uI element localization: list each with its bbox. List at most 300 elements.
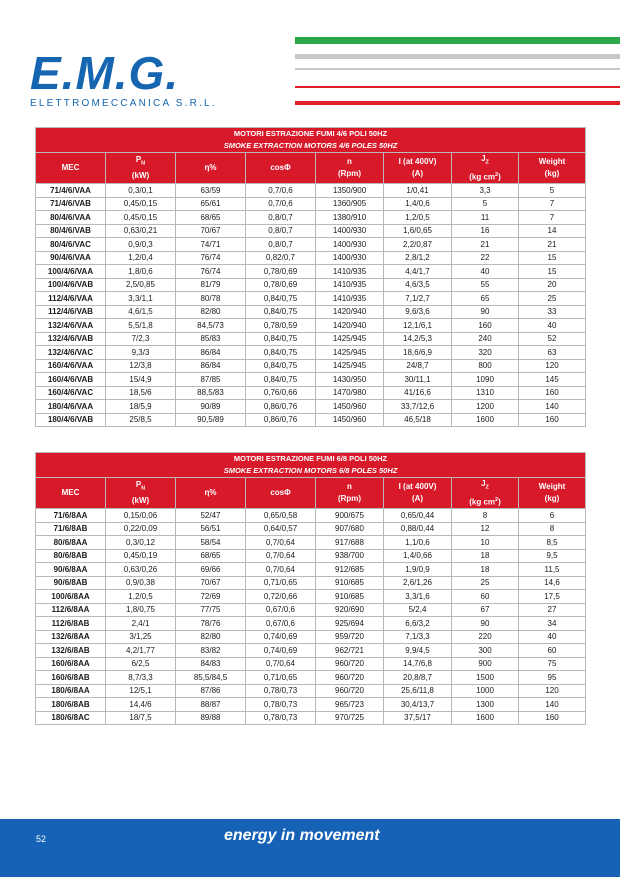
cell-mec: 160/6/8AA bbox=[36, 657, 106, 671]
cell-efficiency: 52/47 bbox=[176, 509, 246, 523]
cell-mec: 112/6/8AA bbox=[36, 603, 106, 617]
cell-speed: 1350/900 bbox=[316, 184, 384, 198]
cell-power: 0,15/0,06 bbox=[106, 509, 176, 523]
cell-inertia: 60 bbox=[452, 590, 519, 604]
cell-power: 1,8/0,75 bbox=[106, 603, 176, 617]
cell-power: 1,8/0,6 bbox=[106, 265, 176, 279]
cell-current: 1,6/0,65 bbox=[384, 224, 452, 238]
cell-mec: 80/4/6/VAC bbox=[36, 238, 106, 252]
table-row bbox=[36, 509, 586, 523]
cell-efficiency: 86/84 bbox=[176, 359, 246, 373]
cell-cos-phi: 0,82/0,7 bbox=[246, 251, 316, 265]
table-row bbox=[36, 657, 586, 671]
cell-current: 37,5/17 bbox=[384, 711, 452, 725]
col-header-current: I (at 400V) (A) bbox=[384, 153, 452, 184]
cell-inertia: 1600 bbox=[452, 711, 519, 725]
cell-current: 7,1/2,7 bbox=[384, 292, 452, 306]
cell-mec: 80/6/8AB bbox=[36, 549, 106, 563]
cell-power: 0,45/0,15 bbox=[106, 211, 176, 225]
table-row bbox=[36, 522, 586, 536]
col-header-inertia: $J_Z$ (kg $cm^2$) bbox=[452, 153, 519, 184]
cell-mec: 71/4/6/VAB bbox=[36, 197, 106, 211]
cell-weight: 21 bbox=[519, 238, 586, 252]
cell-weight: 120 bbox=[519, 684, 586, 698]
footer-bar bbox=[0, 819, 620, 877]
cell-current: 9,6/3,6 bbox=[384, 305, 452, 319]
cell-cos-phi: 0,74/0,69 bbox=[246, 644, 316, 658]
table-row bbox=[36, 698, 586, 712]
cell-inertia: 55 bbox=[452, 278, 519, 292]
cell-power: 12/3,8 bbox=[106, 359, 176, 373]
cell-inertia: 1500 bbox=[452, 671, 519, 685]
cell-weight: 14,6 bbox=[519, 576, 586, 590]
cell-cos-phi: 0,78/0,73 bbox=[246, 698, 316, 712]
page-number: 52 bbox=[36, 834, 47, 844]
cell-mec: 132/4/6/VAC bbox=[36, 346, 106, 360]
cell-efficiency: 90,5/89 bbox=[176, 413, 246, 427]
cell-speed: 1400/930 bbox=[316, 224, 384, 238]
col-header-mec: MEC bbox=[36, 153, 106, 184]
cell-efficiency: 85,5/84,5 bbox=[176, 671, 246, 685]
cell-speed: 962/721 bbox=[316, 644, 384, 658]
cell-current: 3,3/1,6 bbox=[384, 590, 452, 604]
company-logo bbox=[30, 47, 217, 109]
decorative-stripe-gray-thin bbox=[295, 68, 620, 70]
decorative-stripe-gray bbox=[295, 54, 620, 59]
col-header-efficiency: η% bbox=[176, 478, 246, 509]
cell-inertia: 18 bbox=[452, 563, 519, 577]
cell-cos-phi: 0,7/0,64 bbox=[246, 563, 316, 577]
cell-current: 30,4/13,7 bbox=[384, 698, 452, 712]
cell-efficiency: 68/65 bbox=[176, 549, 246, 563]
cell-power: 0,63/0,21 bbox=[106, 224, 176, 238]
cell-cos-phi: 0,67/0,6 bbox=[246, 617, 316, 631]
cell-efficiency: 82/80 bbox=[176, 630, 246, 644]
cell-mec: 90/6/8AA bbox=[36, 563, 106, 577]
cell-speed: 917/688 bbox=[316, 536, 384, 550]
cell-mec: 160/4/6/VAB bbox=[36, 373, 106, 387]
cell-mec: 160/6/8AB bbox=[36, 671, 106, 685]
col-header-weight: Weight (kg) bbox=[519, 478, 586, 509]
cell-inertia: 3,3 bbox=[452, 184, 519, 198]
cell-cos-phi: 0,84/0,75 bbox=[246, 292, 316, 306]
cell-inertia: 300 bbox=[452, 644, 519, 658]
cell-current: 1,1/0,6 bbox=[384, 536, 452, 550]
cell-mec: 71/6/8AA bbox=[36, 509, 106, 523]
cell-current: 14,7/6,8 bbox=[384, 657, 452, 671]
table-title-it: MOTORI ESTRAZIONE FUMI 4/6 POLI 50HZ bbox=[233, 129, 388, 138]
cell-current: 6,6/3,2 bbox=[384, 617, 452, 631]
cell-power: 0,9/0,3 bbox=[106, 238, 176, 252]
spec-table-6-8-poles bbox=[35, 452, 586, 725]
cell-speed: 1380/910 bbox=[316, 211, 384, 225]
cell-mec: 90/6/8AB bbox=[36, 576, 106, 590]
cell-inertia: 18 bbox=[452, 549, 519, 563]
cell-weight: 160 bbox=[519, 413, 586, 427]
cell-efficiency: 58/54 bbox=[176, 536, 246, 550]
cell-mec: 132/6/8AA bbox=[36, 630, 106, 644]
cell-current: 0,65/0,44 bbox=[384, 509, 452, 523]
table-row bbox=[36, 211, 586, 225]
cell-power: 3/1,25 bbox=[106, 630, 176, 644]
cell-power: 2,4/1 bbox=[106, 617, 176, 631]
cell-mec: 160/4/6/VAA bbox=[36, 359, 106, 373]
cell-inertia: 1000 bbox=[452, 684, 519, 698]
cell-power: 25/8,5 bbox=[106, 413, 176, 427]
cell-mec: 80/4/6/VAB bbox=[36, 224, 106, 238]
cell-power: 14,4/6 bbox=[106, 698, 176, 712]
cell-cos-phi: 0,71/0,65 bbox=[246, 576, 316, 590]
cell-mec: 112/4/6/VAB bbox=[36, 305, 106, 319]
table-row bbox=[36, 711, 586, 725]
cell-mec: 132/4/6/VAA bbox=[36, 319, 106, 333]
cell-cos-phi: 0,86/0,76 bbox=[246, 413, 316, 427]
cell-cos-phi: 0,8/0,7 bbox=[246, 224, 316, 238]
cell-power: 0,45/0,15 bbox=[106, 197, 176, 211]
table-row bbox=[36, 278, 586, 292]
cell-current: 1,4/0,66 bbox=[384, 549, 452, 563]
cell-weight: 60 bbox=[519, 644, 586, 658]
cell-speed: 1400/930 bbox=[316, 238, 384, 252]
cell-speed: 910/685 bbox=[316, 576, 384, 590]
col-header-cos-phi: cosΦ bbox=[246, 153, 316, 184]
cell-speed: 925/694 bbox=[316, 617, 384, 631]
cell-speed: 1410/935 bbox=[316, 278, 384, 292]
cell-power: 0,45/0,19 bbox=[106, 549, 176, 563]
cell-weight: 6 bbox=[519, 509, 586, 523]
cell-cos-phi: 0,78/0,73 bbox=[246, 684, 316, 698]
cell-power: 0,3/0,1 bbox=[106, 184, 176, 198]
table-row bbox=[36, 251, 586, 265]
cell-power: 3,3/1,1 bbox=[106, 292, 176, 306]
cell-inertia: 67 bbox=[452, 603, 519, 617]
cell-inertia: 5 bbox=[452, 197, 519, 211]
cell-mec: 100/4/6/VAA bbox=[36, 265, 106, 279]
cell-current: 5/2,4 bbox=[384, 603, 452, 617]
cell-speed: 1420/940 bbox=[316, 305, 384, 319]
cell-speed: 1410/935 bbox=[316, 292, 384, 306]
cell-current: 1,4/0,6 bbox=[384, 197, 452, 211]
cell-speed: 1420/940 bbox=[316, 319, 384, 333]
cell-speed: 1470/980 bbox=[316, 386, 384, 400]
cell-mec: 100/4/6/VAB bbox=[36, 278, 106, 292]
cell-speed: 959/720 bbox=[316, 630, 384, 644]
cell-efficiency: 63/59 bbox=[176, 184, 246, 198]
cell-power: 0,22/0,09 bbox=[106, 522, 176, 536]
cell-efficiency: 84,5/73 bbox=[176, 319, 246, 333]
cell-efficiency: 84/83 bbox=[176, 657, 246, 671]
cell-inertia: 21 bbox=[452, 238, 519, 252]
table-title-en: SMOKE EXTRACTION MOTORS 4/6 POLES 50HZ bbox=[223, 141, 398, 150]
cell-current: 9,9/4,5 bbox=[384, 644, 452, 658]
cell-weight: 160 bbox=[519, 711, 586, 725]
cell-mec: 180/4/6/VAB bbox=[36, 413, 106, 427]
cell-power: 12/5,1 bbox=[106, 684, 176, 698]
table-row bbox=[36, 617, 586, 631]
logo-subtitle: ELETTROMECCANICA S.R.L. bbox=[30, 98, 217, 109]
cell-inertia: 1600 bbox=[452, 413, 519, 427]
cell-current: 2,8/1,2 bbox=[384, 251, 452, 265]
cell-weight: 140 bbox=[519, 400, 586, 414]
cell-mec: 180/4/6/VAA bbox=[36, 400, 106, 414]
cell-power: 18/7,5 bbox=[106, 711, 176, 725]
cell-power: 8,7/3,3 bbox=[106, 671, 176, 685]
cell-speed: 912/685 bbox=[316, 563, 384, 577]
cell-mec: 100/6/8AA bbox=[36, 590, 106, 604]
cell-weight: 63 bbox=[519, 346, 586, 360]
cell-efficiency: 83/82 bbox=[176, 644, 246, 658]
table-row bbox=[36, 630, 586, 644]
cell-cos-phi: 0,8/0,7 bbox=[246, 238, 316, 252]
cell-cos-phi: 0,76/0,66 bbox=[246, 386, 316, 400]
cell-inertia: 1200 bbox=[452, 400, 519, 414]
cell-cos-phi: 0,78/0,73 bbox=[246, 711, 316, 725]
cell-weight: 11,5 bbox=[519, 563, 586, 577]
cell-current: 46,5/18 bbox=[384, 413, 452, 427]
cell-speed: 1450/960 bbox=[316, 400, 384, 414]
table-row bbox=[36, 319, 586, 333]
cell-power: 1,2/0,5 bbox=[106, 590, 176, 604]
cell-weight: 52 bbox=[519, 332, 586, 346]
cell-efficiency: 86/84 bbox=[176, 346, 246, 360]
cell-efficiency: 87/86 bbox=[176, 684, 246, 698]
table-title-it: MOTORI ESTRAZIONE FUMI 6/8 POLI 50HZ bbox=[233, 454, 388, 463]
cell-inertia: 240 bbox=[452, 332, 519, 346]
table-title bbox=[36, 128, 586, 153]
cell-power: 6/2,5 bbox=[106, 657, 176, 671]
cell-current: 33,7/12,6 bbox=[384, 400, 452, 414]
cell-cos-phi: 0,84/0,75 bbox=[246, 346, 316, 360]
cell-mec: 80/4/6/VAA bbox=[36, 211, 106, 225]
cell-inertia: 25 bbox=[452, 576, 519, 590]
cell-mec: 132/6/8AB bbox=[36, 644, 106, 658]
table-row bbox=[36, 184, 586, 198]
cell-efficiency: 81/79 bbox=[176, 278, 246, 292]
table-row bbox=[36, 603, 586, 617]
cell-speed: 1430/950 bbox=[316, 373, 384, 387]
cell-weight: 75 bbox=[519, 657, 586, 671]
cell-speed: 965/723 bbox=[316, 698, 384, 712]
table-row bbox=[36, 265, 586, 279]
footer-tagline: energy in movement bbox=[224, 827, 380, 844]
cell-efficiency: 80/78 bbox=[176, 292, 246, 306]
cell-weight: 7 bbox=[519, 197, 586, 211]
cell-mec: 180/6/8AC bbox=[36, 711, 106, 725]
cell-efficiency: 56/51 bbox=[176, 522, 246, 536]
cell-mec: 80/6/8AA bbox=[36, 536, 106, 550]
cell-current: 12,1/6,1 bbox=[384, 319, 452, 333]
cell-current: 24/8,7 bbox=[384, 359, 452, 373]
cell-power: 2,5/0,85 bbox=[106, 278, 176, 292]
cell-current: 25,6/11,8 bbox=[384, 684, 452, 698]
cell-mec: 71/4/6/VAA bbox=[36, 184, 106, 198]
cell-inertia: 16 bbox=[452, 224, 519, 238]
cell-weight: 33 bbox=[519, 305, 586, 319]
table-row bbox=[36, 671, 586, 685]
cell-power: 18,5/6 bbox=[106, 386, 176, 400]
table-row bbox=[36, 332, 586, 346]
cell-efficiency: 76/74 bbox=[176, 251, 246, 265]
cell-cos-phi: 0,78/0,59 bbox=[246, 319, 316, 333]
cell-weight: 17,5 bbox=[519, 590, 586, 604]
cell-current: 18,6/6,9 bbox=[384, 346, 452, 360]
cell-cos-phi: 0,7/0,6 bbox=[246, 184, 316, 198]
cell-current: 4,6/3,5 bbox=[384, 278, 452, 292]
cell-cos-phi: 0,7/0,6 bbox=[246, 197, 316, 211]
col-header-power: $P_N$ (kW) bbox=[106, 478, 176, 509]
cell-inertia: 40 bbox=[452, 265, 519, 279]
cell-power: 9,3/3 bbox=[106, 346, 176, 360]
logo-name: E.M.G. bbox=[30, 47, 180, 99]
cell-inertia: 1300 bbox=[452, 698, 519, 712]
cell-inertia: 8 bbox=[452, 509, 519, 523]
cell-inertia: 160 bbox=[452, 319, 519, 333]
cell-efficiency: 82/80 bbox=[176, 305, 246, 319]
col-header-speed: n (Rpm) bbox=[316, 153, 384, 184]
cell-cos-phi: 0,78/0,69 bbox=[246, 265, 316, 279]
cell-speed: 1360/905 bbox=[316, 197, 384, 211]
cell-inertia: 90 bbox=[452, 617, 519, 631]
cell-mec: 180/6/8AB bbox=[36, 698, 106, 712]
cell-efficiency: 87/85 bbox=[176, 373, 246, 387]
cell-power: 0,9/0,38 bbox=[106, 576, 176, 590]
cell-current: 1/0,41 bbox=[384, 184, 452, 198]
cell-weight: 140 bbox=[519, 698, 586, 712]
cell-speed: 1450/960 bbox=[316, 413, 384, 427]
cell-inertia: 11 bbox=[452, 211, 519, 225]
cell-current: 2,2/0,87 bbox=[384, 238, 452, 252]
cell-inertia: 12 bbox=[452, 522, 519, 536]
cell-weight: 8 bbox=[519, 522, 586, 536]
cell-mec: 112/4/6/VAA bbox=[36, 292, 106, 306]
cell-power: 18/5,9 bbox=[106, 400, 176, 414]
cell-efficiency: 65/61 bbox=[176, 197, 246, 211]
cell-current: 4,4/1,7 bbox=[384, 265, 452, 279]
cell-cos-phi: 0,72/0,66 bbox=[246, 590, 316, 604]
cell-speed: 907/680 bbox=[316, 522, 384, 536]
cell-weight: 145 bbox=[519, 373, 586, 387]
cell-efficiency: 88/87 bbox=[176, 698, 246, 712]
cell-weight: 5 bbox=[519, 184, 586, 198]
cell-power: 5,5/1,8 bbox=[106, 319, 176, 333]
cell-cos-phi: 0,65/0,58 bbox=[246, 509, 316, 523]
cell-power: 1,2/0,4 bbox=[106, 251, 176, 265]
cell-mec: 180/6/8AA bbox=[36, 684, 106, 698]
cell-mec: 160/4/6/VAC bbox=[36, 386, 106, 400]
table-row bbox=[36, 590, 586, 604]
table-row bbox=[36, 413, 586, 427]
table-row bbox=[36, 359, 586, 373]
cell-power: 0,63/0,26 bbox=[106, 563, 176, 577]
cell-speed: 1425/945 bbox=[316, 332, 384, 346]
cell-speed: 938/700 bbox=[316, 549, 384, 563]
cell-efficiency: 89/88 bbox=[176, 711, 246, 725]
cell-weight: 14 bbox=[519, 224, 586, 238]
table-row bbox=[36, 197, 586, 211]
cell-speed: 960/720 bbox=[316, 671, 384, 685]
cell-current: 1,9/0,9 bbox=[384, 563, 452, 577]
cell-power: 15/4,9 bbox=[106, 373, 176, 387]
col-header-cos-phi: cosΦ bbox=[246, 478, 316, 509]
decorative-stripe-red-thin bbox=[295, 86, 620, 88]
cell-efficiency: 77/75 bbox=[176, 603, 246, 617]
cell-weight: 7 bbox=[519, 211, 586, 225]
table-row bbox=[36, 346, 586, 360]
table-row bbox=[36, 400, 586, 414]
table-title-en: SMOKE EXTRACTION MOTORS 6/8 POLES 50HZ bbox=[223, 466, 398, 475]
table-row bbox=[36, 549, 586, 563]
cell-weight: 8,5 bbox=[519, 536, 586, 550]
cell-inertia: 900 bbox=[452, 657, 519, 671]
cell-weight: 15 bbox=[519, 265, 586, 279]
cell-inertia: 10 bbox=[452, 536, 519, 550]
cell-speed: 970/725 bbox=[316, 711, 384, 725]
cell-weight: 40 bbox=[519, 630, 586, 644]
cell-cos-phi: 0,84/0,75 bbox=[246, 305, 316, 319]
cell-weight: 9,5 bbox=[519, 549, 586, 563]
table-row bbox=[36, 224, 586, 238]
cell-weight: 95 bbox=[519, 671, 586, 685]
cell-mec: 90/4/6/VAA bbox=[36, 251, 106, 265]
cell-efficiency: 74/71 bbox=[176, 238, 246, 252]
cell-weight: 20 bbox=[519, 278, 586, 292]
cell-speed: 960/720 bbox=[316, 684, 384, 698]
decorative-stripe-green bbox=[295, 37, 620, 44]
cell-cos-phi: 0,84/0,75 bbox=[246, 373, 316, 387]
col-header-inertia: $J_Z$ (kg $cm^2$) bbox=[452, 478, 519, 509]
decorative-stripe-red bbox=[295, 101, 620, 105]
table-row bbox=[36, 684, 586, 698]
cell-cos-phi: 0,64/0,57 bbox=[246, 522, 316, 536]
cell-cos-phi: 0,67/0,6 bbox=[246, 603, 316, 617]
table-row bbox=[36, 576, 586, 590]
cell-mec: 132/4/6/VAB bbox=[36, 332, 106, 346]
table-row bbox=[36, 373, 586, 387]
table-row bbox=[36, 536, 586, 550]
spec-table-4-6-poles bbox=[35, 127, 586, 427]
cell-current: 1,2/0,5 bbox=[384, 211, 452, 225]
cell-cos-phi: 0,84/0,75 bbox=[246, 359, 316, 373]
cell-speed: 1425/945 bbox=[316, 359, 384, 373]
cell-speed: 1410/935 bbox=[316, 265, 384, 279]
cell-cos-phi: 0,71/0,65 bbox=[246, 671, 316, 685]
cell-efficiency: 70/67 bbox=[176, 576, 246, 590]
cell-efficiency: 68/65 bbox=[176, 211, 246, 225]
cell-weight: 40 bbox=[519, 319, 586, 333]
cell-inertia: 320 bbox=[452, 346, 519, 360]
cell-inertia: 65 bbox=[452, 292, 519, 306]
cell-speed: 920/690 bbox=[316, 603, 384, 617]
cell-weight: 34 bbox=[519, 617, 586, 631]
cell-inertia: 90 bbox=[452, 305, 519, 319]
cell-current: 2,6/1,26 bbox=[384, 576, 452, 590]
cell-efficiency: 69/66 bbox=[176, 563, 246, 577]
cell-cos-phi: 0,86/0,76 bbox=[246, 400, 316, 414]
cell-weight: 160 bbox=[519, 386, 586, 400]
cell-weight: 120 bbox=[519, 359, 586, 373]
cell-inertia: 220 bbox=[452, 630, 519, 644]
col-header-current: I (at 400V) (A) bbox=[384, 478, 452, 509]
cell-cos-phi: 0,7/0,64 bbox=[246, 536, 316, 550]
table-row bbox=[36, 386, 586, 400]
cell-cos-phi: 0,84/0,75 bbox=[246, 332, 316, 346]
table-title bbox=[36, 453, 586, 478]
cell-mec: 71/6/8AB bbox=[36, 522, 106, 536]
cell-efficiency: 72/69 bbox=[176, 590, 246, 604]
cell-current: 14,2/5,3 bbox=[384, 332, 452, 346]
cell-efficiency: 85/83 bbox=[176, 332, 246, 346]
cell-inertia: 22 bbox=[452, 251, 519, 265]
